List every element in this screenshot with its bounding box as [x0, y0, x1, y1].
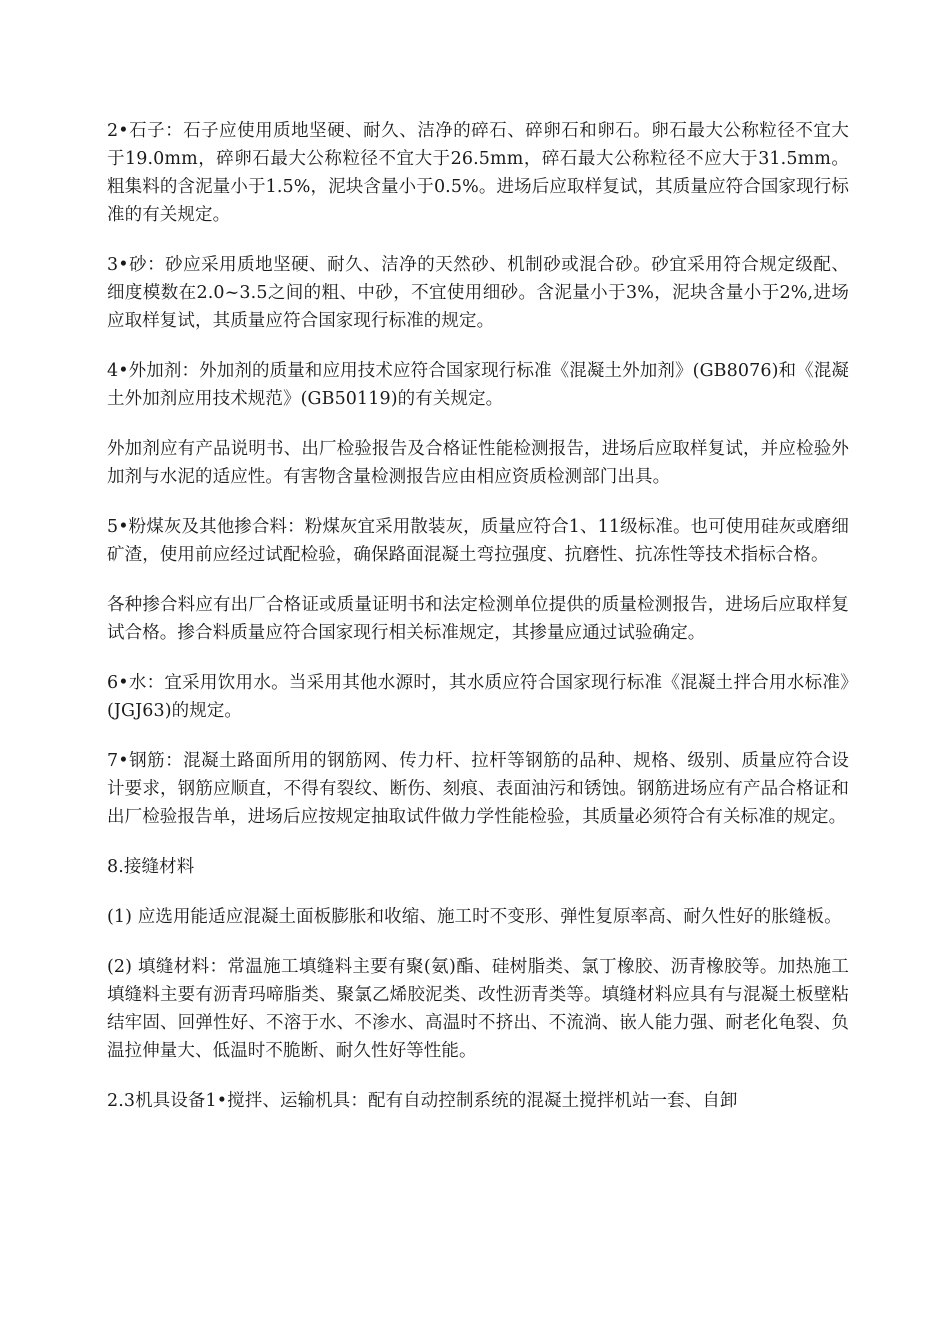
paragraph-joint-filler: (2) 填缝材料：常温施工填缝料主要有聚(氨)酯、硅树脂类、氯丁橡胶、沥青橡胶等。加热施工填缝料主要有沥青玛啼脂类、聚氯乙烯胶泥类、改性沥青类等。填缝材料应具有与混凝土板壁粘结牢固、回弹性好、不溶于水、不渗水、高温时不挤出、不流淌、嵌人能力强、耐老化龟裂、负温拉伸量大、低温时不脆断、耐久性好等性能。 — [107, 957, 849, 1061]
paragraph-admixture: 4•外加剂：外加剂的质量和应用技术应符合国家现行标准《混凝土外加剂》(GB8076)和《混凝土外加剂应用技术规范》(GB50119)的有关规定。 — [107, 361, 849, 409]
paragraph-sand: 3•砂：砂应采用质地坚硬、耐久、洁净的天然砂、机制砂或混合砂。砂宜采用符合规定级配、细度模数在2.0~3.5之间的粗、中砂，不宜使用细砂。含泥量小于3%，泥块含量小于2%,进场应取样复试，其质量应符合国家现行标准的规定。 — [107, 255, 849, 331]
paragraph-aggregate: 2•石子：石子应使用质地坚硬、耐久、洁净的碎石、碎卵石和卵石。卵石最大公称粒径不宜大于19.0mm，碎卵石最大公称粒径不宜大于26.5mm，碎石最大公称粒径不应大于31.5mm。粗集料的含泥量小于1.5%，泥块含量小于0.5%。进场后应取样复试，其质量应符合国家现行标准的有关规定。 — [107, 121, 849, 225]
paragraph-water: 6•水：宜采用饮用水。当采用其他水源时，其水质应符合国家现行标准《混凝土拌合用水标准》(JGJ63)的规定。 — [107, 673, 849, 721]
section-heading-joint-materials: 8.接缝材料 — [107, 857, 195, 877]
paragraph-fly-ash: 5•粉煤灰及其他掺合料：粉煤灰宜采用散装灰，质量应符合1、11级标准。也可使用硅灰或磨细矿渣，使用前应经过试配检验，确保路面混凝土弯拉强度、抗磨性、抗冻性等技术指标合格。 — [107, 517, 849, 565]
paragraph-equipment: 2.3机具设备1•搅拌、运输机具：配有自动控制系统的混凝土搅拌机站一套、自卸 — [107, 1091, 738, 1111]
paragraph-mineral-admixtures: 各种掺合料应有出厂合格证或质量证明书和法定检测单位提供的质量检测报告，进场后应取样复试合格。掺合料质量应符合国家现行相关标准规定，其掺量应通过试验确定。 — [107, 595, 849, 643]
paragraph-steel: 7•钢筋：混凝土路面所用的钢筋网、传力杆、拉杆等钢筋的品种、规格、级别、质量应符合设计要求，钢筋应顺直，不得有裂纹、断伤、刻痕、表面油污和锈蚀。钢筋进场应有产品合格证和出厂检验报告单，进场后应按规定抽取试件做力学性能检验，其质量必须符合有关标准的规定。 — [107, 751, 849, 827]
paragraph-expansion-joint-board: (1) 应选用能适应混凝土面板膨胀和收缩、施工时不变形、弹性复原率高、耐久性好的胀缝板。 — [107, 907, 842, 927]
paragraph-admixture-requirements: 外加剂应有产品说明书、出厂检验报告及合格证性能检测报告，进场后应取样复试，并应检验外加剂与水泥的适应性。有害物含量检测报告应由相应资质检测部门出具。 — [107, 439, 849, 487]
document-body — [107, 117, 849, 1137]
